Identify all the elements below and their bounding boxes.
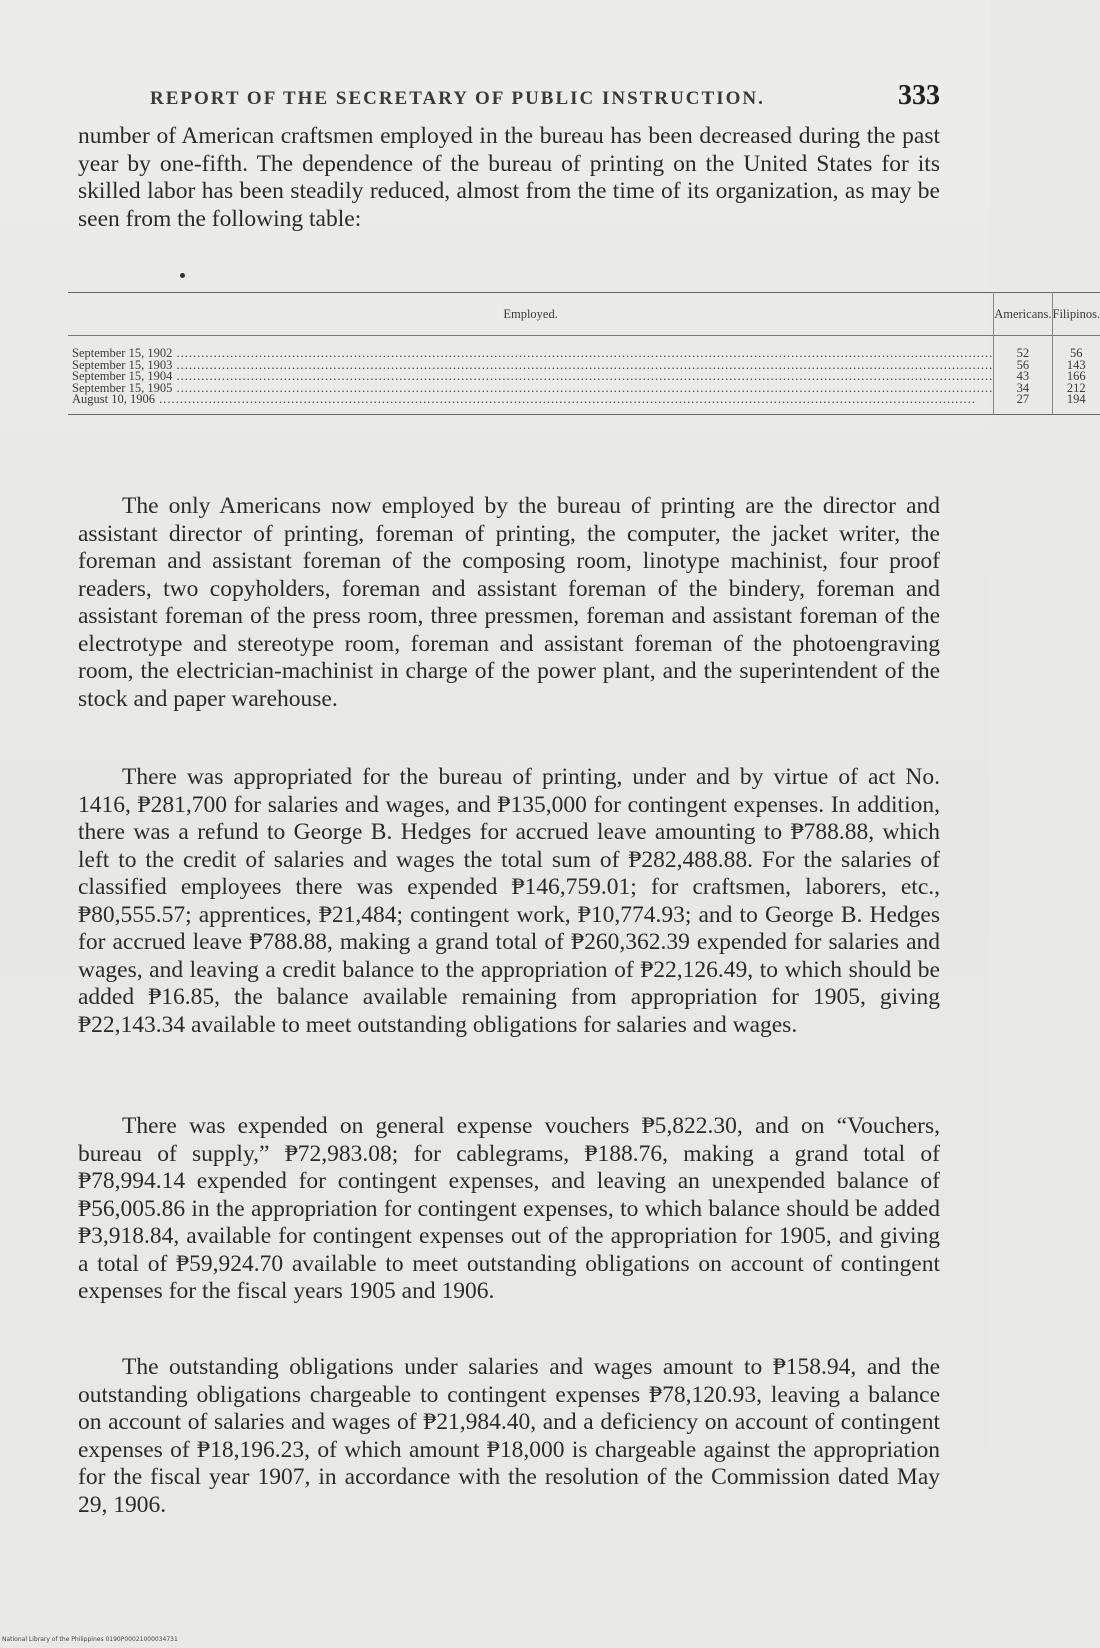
americans-cell: 34 bbox=[994, 383, 1052, 395]
body-paragraph: There was appropriated for the bureau of printing, under and by virtue of act No. 1416, ₱281,700 for salaries and wages, and ₱135,000 for contingent expenses. In addition, there was a refund to George B. Hedges for accrued leave amounting to ₱788.88, which left to the credit of salaries and wages the total sum of ₱282,488.88. For the salaries of classified employees there was expended ₱146,759.01; for craftsmen, laborers, etc., ₱80,555.57; apprentices, ₱21,484; contingent work, ₱10,774.93; and to George B. Hedges for accrued leave ₱788.88, making a grand total of ₱260,362.39 expended for salaries and wages, and leaving a credit balance to the appropriation of ₱22,126.49, to which should be added ₱16.85, the balance available remaining from appropriation for 1905, giving ₱22,143.34 available to meet outstanding obligations for salaries and wages. bbox=[78, 764, 940, 1038]
table-header-row bbox=[68, 293, 1100, 336]
header-title: REPORT OF THE SECRETARY OF PUBLIC INSTRUCTION. bbox=[150, 88, 765, 109]
row-label: August 10, 1906 ..... bbox=[72, 392, 976, 406]
filipinos-cell: 56 bbox=[1052, 336, 1100, 360]
row-label: September 15, 1905 ..... bbox=[72, 381, 993, 395]
body-paragraph: There was expended on general expense vouchers ₱5,822.30, and on “Vouchers, bureau of supply,” ₱72,983.08; for cablegrams, ₱188.76, making a grand total of ₱78,994.14 expended for contingent expenses, and leaving an unexpended balance of ₱56,005.86 in the appropriation for contingent expenses, to which balance should be added ₱3,918.84, available for contingent expenses out of the appropriation for 1905, and giving a total of ₱59,924.70 available to meet outstanding obligations on account of contingent expenses for the fiscal years 1905 and 1906. bbox=[78, 1113, 940, 1304]
scan-footer: National Library of the Philippines 0190P00021000034731 bbox=[2, 1636, 178, 1643]
body-paragraph: The only Americans now employed by the bureau of printing are the director and assistant director of printing, foreman of printing, the computer, the jacket writer, the foreman and assistant foreman of the composing room, linotype machinist, four proof readers, two copyholders, foreman and assistant foreman of the bindery, foreman and assistant foreman of the press room, three pressmen, foreman and assistant foreman of the electrotype and stereotype room, foreman and assistant foreman of the photoengraving room, the electrician-machinist in charge of the power plant, and the superintendent of the stock and paper warehouse. bbox=[78, 493, 940, 712]
column-header-americans: Americans. bbox=[994, 293, 1052, 336]
row-label: September 15, 1902 ..... bbox=[72, 346, 993, 360]
table-row bbox=[68, 394, 1100, 414]
body-paragraph: The outstanding obligations under salaries and wages amount to ₱158.94, and the outstanding obligations chargeable to contingent expenses ₱78,120.93, leaving a balance on account of salaries and wages of ₱21,984.40, and a deficiency on account of contingent expenses of ₱18,196.23, of which amount ₱18,000 is chargeable against the appropriation for the fiscal year 1907, in accordance with the resolution of the Commission dated May 29, 1906. bbox=[78, 1354, 940, 1518]
filipinos-cell: 166 bbox=[1052, 371, 1100, 383]
filipinos-cell: 143 bbox=[1052, 360, 1100, 372]
stray-mark bbox=[180, 273, 185, 278]
employment-table bbox=[68, 292, 1100, 415]
column-header-employed: Employed. bbox=[503, 306, 558, 321]
americans-cell: 43 bbox=[994, 371, 1052, 383]
row-label: September 15, 1903 ..... bbox=[72, 358, 993, 372]
column-header-filipinos: Filipinos. bbox=[1052, 293, 1100, 336]
page-number: 333 bbox=[898, 80, 940, 111]
filipinos-cell: 212 bbox=[1052, 383, 1100, 395]
americans-cell: 56 bbox=[994, 360, 1052, 372]
filipinos-cell: 194 bbox=[1052, 394, 1100, 414]
intro-paragraph: number of American craftsmen employed in the bureau has been decreased during the past year by one-fifth. The dependence of the bureau of printing on the United States for its skilled labor has been steadily reduced, almost from the time of its organization, as may be seen from the following table: bbox=[78, 123, 940, 232]
americans-cell: 27 bbox=[994, 394, 1052, 414]
americans-cell: 52 bbox=[994, 336, 1052, 360]
row-label: September 15, 1904 ..... bbox=[72, 369, 993, 383]
running-header bbox=[150, 80, 940, 112]
table-row bbox=[68, 336, 1100, 360]
